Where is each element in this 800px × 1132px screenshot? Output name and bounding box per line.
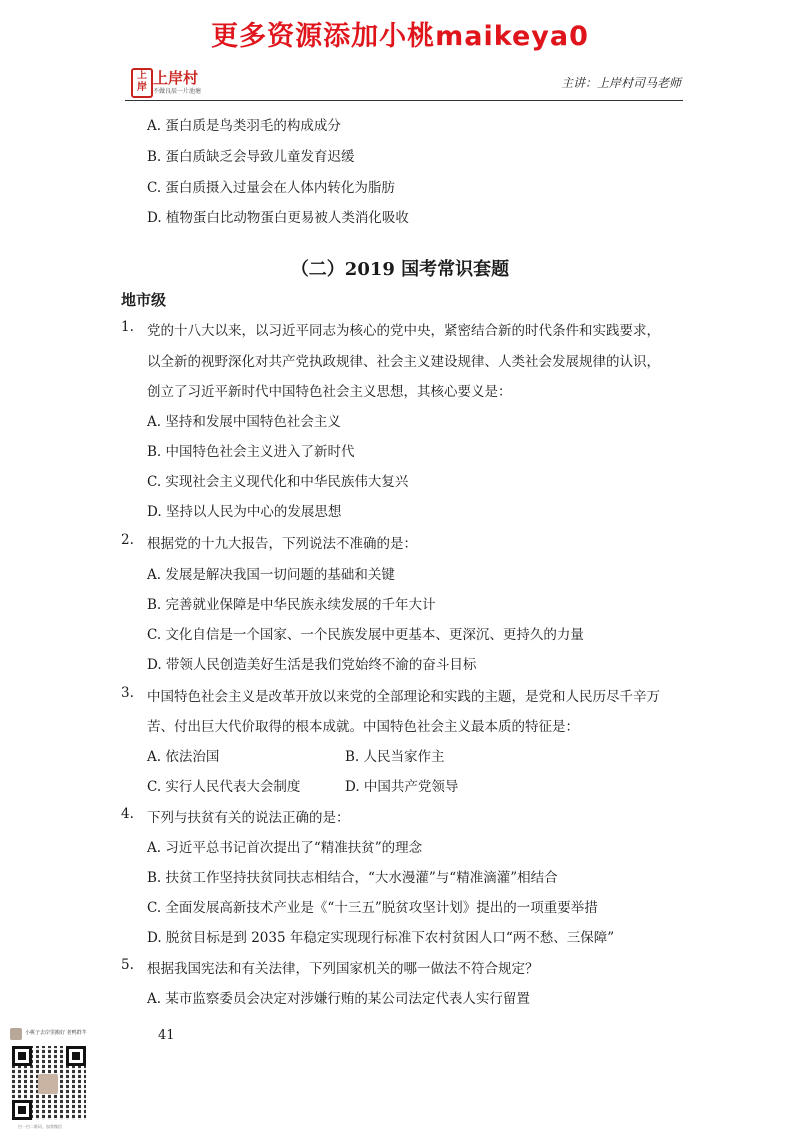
option-a: A. 习近平总书记首次提出了“精准扶贫”的理念 [147,840,423,856]
question-text-line: 以全新的视野深化对共产党执政规律、社会主义建设规律、人类社会发展规律的认识， [147,354,660,370]
question-text-line: 根据党的十九大报告，下列说法不准确的是： [147,536,417,552]
question-text-line: 中国特色社会主义是改革开放以来党的全部理论和实践的主题，是党和人民历尽千辛万 [147,689,660,705]
option-c: C. 实现社会主义现代化和中华民族伟大复兴 [147,474,409,490]
option-a: A. 依法治国 [147,749,220,765]
question-number: 2. [121,532,134,548]
question-number: 3. [121,685,134,701]
qr-center-avatar [38,1074,58,1094]
prev-option-d: D. 植物蛋白比动物蛋白更易被人类消化吸收 [147,210,409,226]
qr-finder-icon [12,1100,32,1120]
option-d: D. 带领人民创造美好生活是我们党始终不渝的奋斗目标 [147,657,477,673]
qr-contact-name: 小桃子去岸里搬好 老鸭群芊 [25,1030,87,1036]
logo-mark-text: 上岸 [137,70,147,93]
logo-subtitle: 不做良辰一片池塘 [153,88,202,95]
qr-caption: 扫一扫二维码，加我微信 [18,1124,62,1129]
question-number: 4. [121,806,134,822]
question-text-line: 苦、付出巨大代价取得的根本成就。中国特色社会主义最本质的特征是： [147,719,579,735]
qr-finder-icon [66,1046,86,1066]
option-d: D. 脱贫目标是到 2035 年稳定实现现行标准下农村贫困人口“两不愁、三保障” [147,930,615,946]
question-number: 1. [121,319,134,335]
option-a: A. 发展是解决我国一切问题的基础和关键 [147,567,395,583]
question-text-line: 下列与扶贫有关的说法正确的是： [147,810,350,826]
option-b: B. 人民当家作主 [345,749,445,765]
question-text-line: 根据我国宪法和有关法律，下列国家机关的哪一做法不符合规定？ [147,961,539,977]
qr-card [10,1026,110,1130]
page-header [125,64,683,101]
option-b: B. 中国特色社会主义进入了新时代 [147,444,355,460]
page-number: 41 [158,1028,175,1043]
question-number: 5. [121,957,134,973]
option-c: C. 文化自信是一个国家、一个民族发展中更基本、更深沉、更持久的力量 [147,627,584,643]
section-label: 地市级 [121,291,167,309]
option-c: C. 实行人民代表大会制度 [147,779,301,795]
option-a: A. 某市监察委员会决定对涉嫌行贿的某公司法定代表人实行留置 [147,991,530,1007]
lecturer-label: 主讲：上岸村司马老师 [560,76,681,90]
prev-option-c: C. 蛋白质摄入过量会在人体内转化为脂肪 [147,180,395,196]
avatar [10,1028,22,1040]
section-title: （二）2019 国考常识套题 [290,259,510,280]
question-text-line: 党的十八大以来，以习近平同志为核心的党中央，紧密结合新的时代条件和实践要求， [147,323,660,339]
prev-option-a: A. 蛋白质是鸟类羽毛的构成成分 [147,118,341,134]
prev-option-b: B. 蛋白质缺乏会导致儿童发育迟缓 [147,149,355,165]
option-a: A. 坚持和发展中国特色社会主义 [147,414,341,430]
option-b: B. 扶贫工作坚持扶贫同扶志相结合，“大水漫灌”与“精准滴灌”相结合 [147,870,558,886]
question-text-line: 创立了习近平新时代中国特色社会主义思想，其核心要义是： [147,384,512,400]
qr-finder-icon [12,1046,32,1066]
logo-text: 上岸村 [153,69,199,87]
option-d: D. 坚持以人民为中心的发展思想 [147,504,342,520]
logo-icon [131,68,153,98]
option-c: C. 全面发展高新技术产业是《“十三五”脱贫攻坚计划》提出的一项重要举措 [147,900,598,916]
option-b: B. 完善就业保障是中华民族永续发展的千年大计 [147,597,436,613]
promo-banner: 更多资源添加小桃maikeya0 [211,21,589,52]
option-d: D. 中国共产党领导 [345,779,459,795]
